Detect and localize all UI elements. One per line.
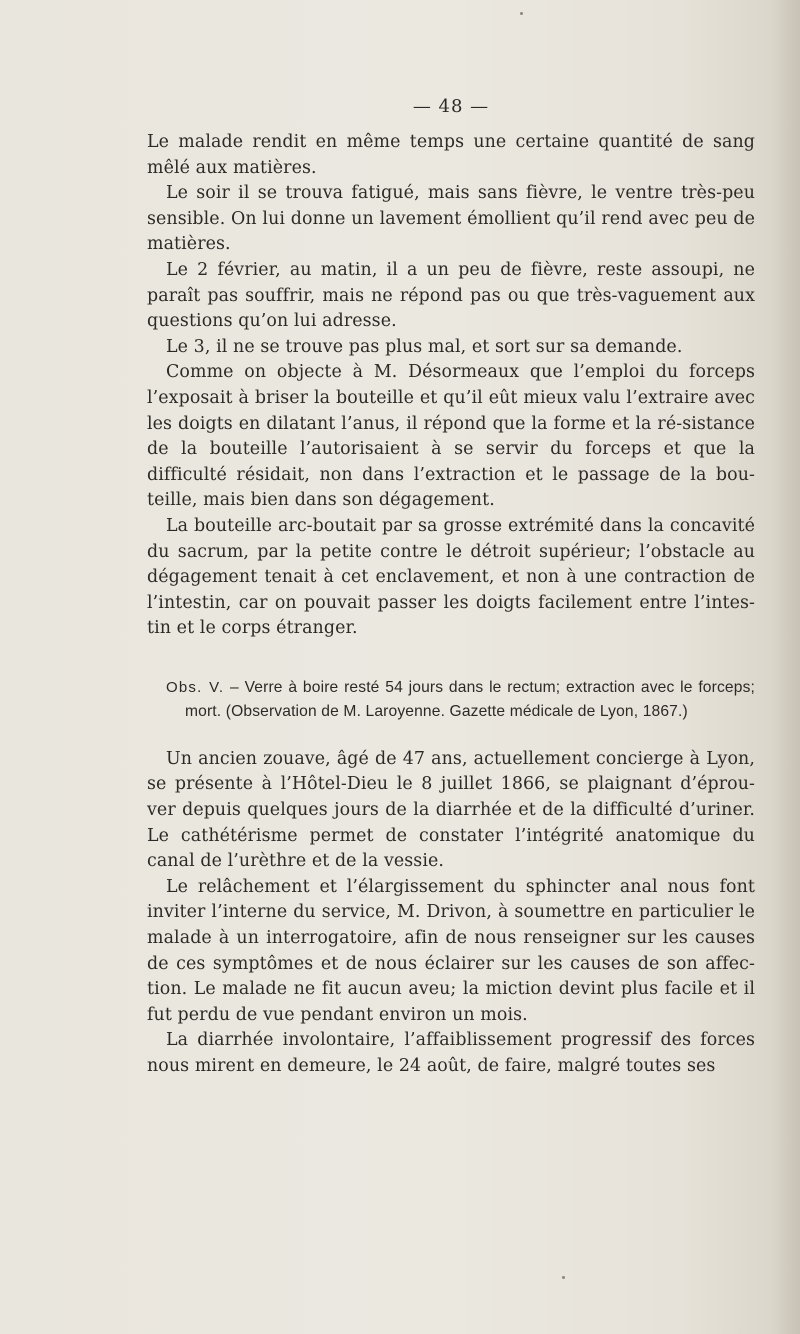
paragraph-3: Le 2 février, au matin, il a un peu de fièvre, reste assoupi, ne paraît pas souffrir, mais ne répond pas ou que très-vaguement aux questions qu’on lui adresse. [147,259,755,332]
paragraph-1: Le malade rendit en même temps une certaine quantité de sang mêlé aux matières. [147,132,755,178]
observation-text: – Verre à boire resté 54 jours dans le rectum; extraction avec le forceps; mort. (Observation de M. Laroyenne. Gazette médicale de Lyon, 1867.) [185,678,755,721]
paragraph-5: Comme on objecte à M. Désormeaux que l’emploi du forceps l’exposait à briser la bouteille et qu’il eût mieux valu l’extraire avec les doigts en dilatant l’anus, il répond que la forme et la ré-sistance de la bouteille l’autorisaient à se servir du forceps et que la difficulté résidait, non dans l’extraction et le passage de la bou-teille, mais bien dans son dégagement. [147,362,755,511]
page-edge-shadow [778,0,800,1334]
observation-label: Obs. V. [166,678,225,696]
paragraph-4: Le 3, il ne se trouve pas plus mal, et sort sur sa demande. [166,336,683,357]
observation-heading [147,676,755,725]
paragraph-8: Le relâchement et l’élargissement du sphincter anal nous font inviter l’interne du service, M. Drivon, à soumettre en particulier le malade à un interrogatoire, afin de nous renseigner sur les causes de ces symptômes et de nous éclairer sur les causes de son affec-tion. Le malade ne fit aucun aveu; la miction devint plus facile et il fut perdu de vue pendant environ un mois. [147,876,755,1025]
paragraph-9: La diarrhée involontaire, l’affaiblissement progressif des forces nous mirent en demeure, le 24 août, de faire, malgré toutes ses [147,1030,755,1076]
paragraph-6: La bouteille arc-boutait par sa grosse extrémité dans la concavité du sacrum, par la petite contre le détroit supérieur; l’obstacle au dégagement tenait à cet enclavement, et non à une contraction de l’intestin, car on pouvait passer les doigts facilement entre l’intes-tin et le corps étranger. [147,515,755,639]
paper-speck [562,1276,565,1279]
paragraph-7: Un ancien zouave, âgé de 47 ans, actuellement concierge à Lyon, se présente à l’Hôtel-Dieu le 8 juillet 1866, se plaignant d’éprou-ver depuis quelques jours de la diarrhée et de la difficulté d’uriner. Le cathétérisme permet de constater l’intégrité anatomique du canal de l’urèthre et de la vessie. [147,748,755,872]
paragraph-2: Le soir il se trouva fatigué, mais sans fièvre, le ventre très-peu sensible. On lui donne un lavement émollient qu’il rend avec peu de matières. [147,183,755,255]
paper-speck [520,12,523,15]
page-number: — 48 — [412,96,490,117]
page-content [147,96,755,1080]
